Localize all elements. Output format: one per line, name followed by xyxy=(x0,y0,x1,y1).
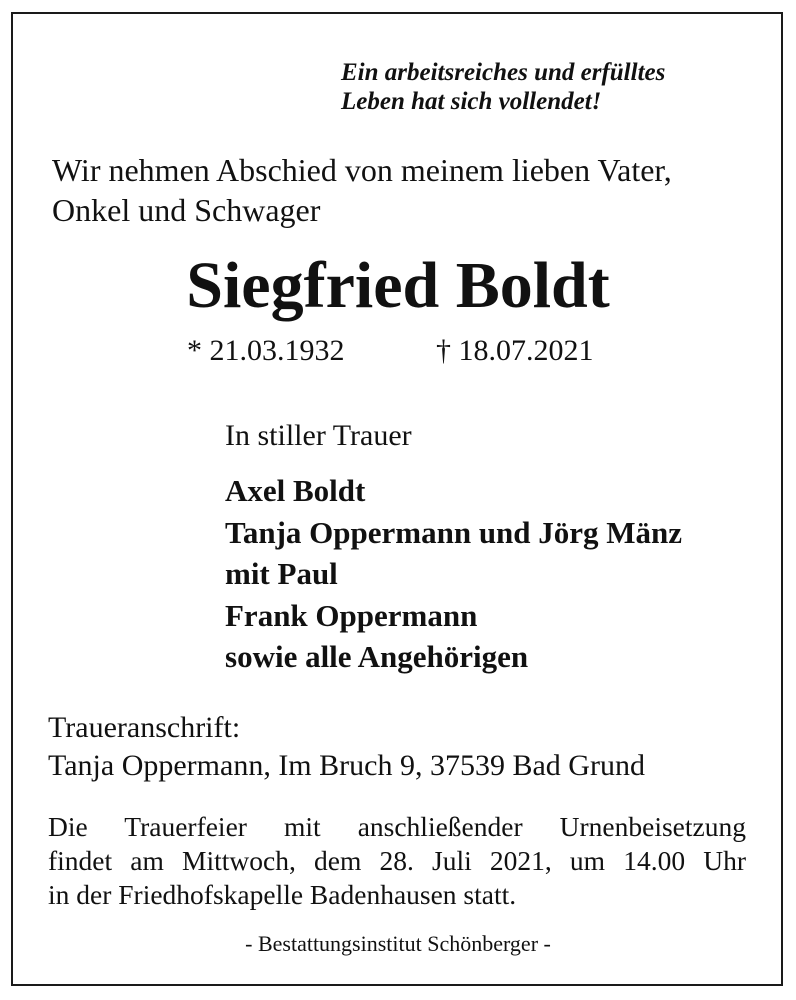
address-value: Tanja Oppermann, Im Bruch 9, 37539 Bad Grund xyxy=(48,749,645,782)
mourner-name: mit Paul xyxy=(225,556,338,591)
mourning-heading: In stiller Trauer xyxy=(225,419,412,452)
motto-line-1: Ein arbeitsreiches und erfülltes xyxy=(341,59,666,86)
death-date: † 18.07.2021 xyxy=(436,334,594,367)
mourner-name: Tanja Oppermann und Jörg Mänz xyxy=(225,514,683,550)
ceremony-line-2: findet am Mittwoch, dem 28. Juli 2021, um 14.00 Uhr xyxy=(48,845,746,876)
mourner-name: Axel Boldt xyxy=(225,473,366,508)
mourners-list xyxy=(225,470,682,678)
motto-line-2: Leben hat sich vollendet! xyxy=(341,88,602,115)
deceased-name: Siegfried Boldt xyxy=(186,249,610,322)
mourner-name: sowie alle Angehörigen xyxy=(225,639,529,674)
address-label: Traueranschrift: xyxy=(48,711,241,744)
intro-line-2: Onkel und Schwager xyxy=(52,192,321,228)
intro-line-1: Wir nehmen Abschied von meinem lieben Vater, xyxy=(52,152,672,188)
ceremony-line-1: Die Trauerfeier mit anschließender Urnenbeisetzung xyxy=(48,811,746,842)
birth-date: * 21.03.1932 xyxy=(187,334,345,367)
funeral-home: - Bestattungsinstitut Schönberger - xyxy=(245,931,551,956)
ceremony-line-3: in der Friedhofskapelle Badenhausen statt. xyxy=(48,879,517,910)
intro-text xyxy=(52,150,672,230)
motto xyxy=(341,58,665,116)
ceremony-text xyxy=(48,810,746,912)
mourner-name: Frank Oppermann xyxy=(225,597,478,633)
